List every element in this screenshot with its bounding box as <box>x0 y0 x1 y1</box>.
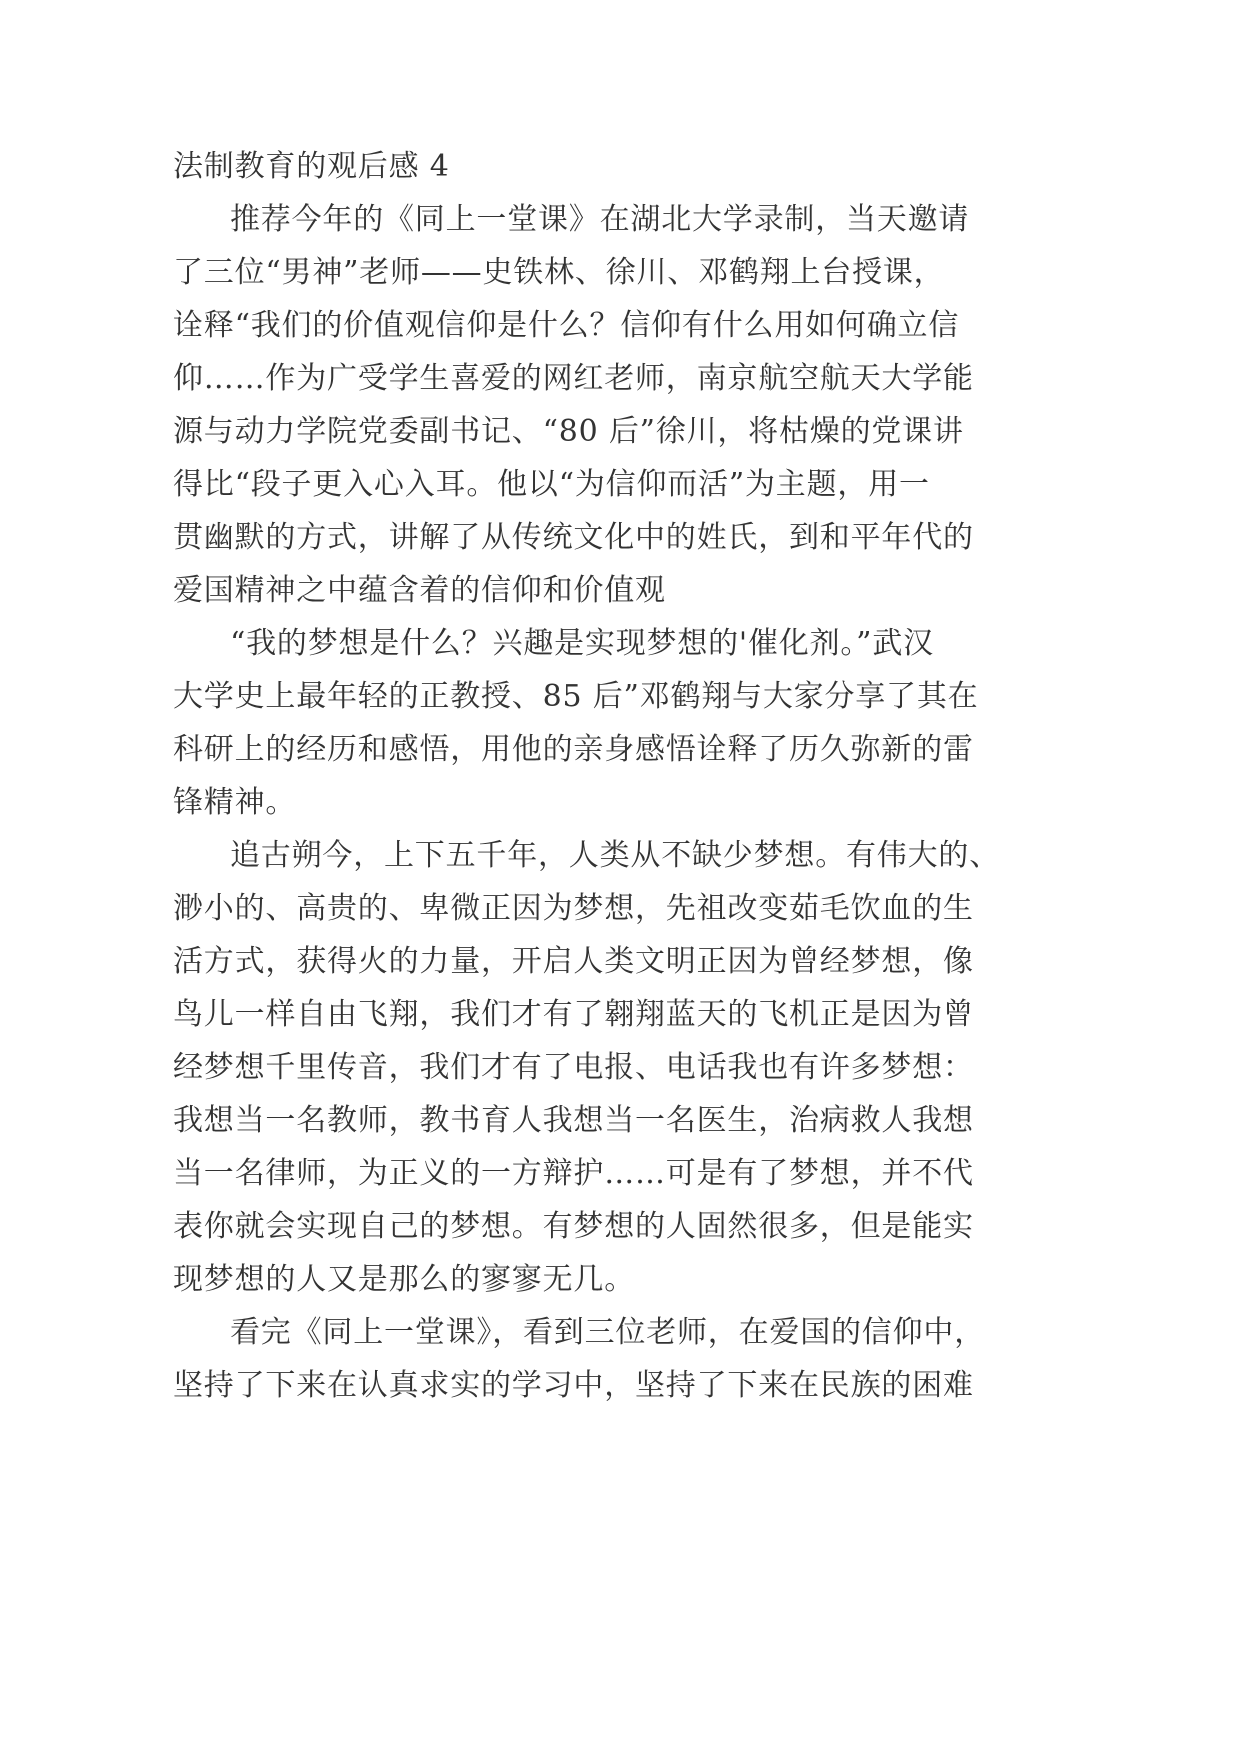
paragraph-line: 追古朔今，上下五千年，人类从不缺少梦想。有伟大的、 <box>230 838 1000 873</box>
paragraph-line: 现梦想的人又是那么的寥寥无几。 <box>173 1262 635 1297</box>
paragraph-line: “我的梦想是什么？兴趣是实现梦想的'催化剂。”武汉 <box>230 626 934 661</box>
paragraph-line: 我想当一名教师，教书育人我想当一名医生，治病救人我想 <box>173 1103 974 1138</box>
paragraph-line: 仰……作为广受学生喜爱的网红老师，南京航空航天大学能 <box>173 361 974 396</box>
paragraph-line: 锋精神。 <box>173 785 297 820</box>
paragraph-line: 当一名律师，为正义的一方辩护……可是有了梦想，并不代 <box>173 1156 974 1191</box>
document-title: 法制教育的观后感 4 <box>173 149 450 184</box>
paragraph-line: 贯幽默的方式，讲解了从传统文化中的姓氏，到和平年代的 <box>173 520 974 555</box>
paragraph-line: 爱国精神之中蕴含着的信仰和价值观 <box>173 573 666 608</box>
paragraph-line: 科研上的经历和感悟，用他的亲身感悟诠释了历久弥新的雷 <box>173 732 974 767</box>
paragraph-line: 活方式，获得火的力量，开启人类文明正因为曾经梦想，像 <box>173 944 974 979</box>
paragraph-line: 了三位“男神”老师——史铁林、徐川、邓鹤翔上台授课， <box>173 255 945 290</box>
paragraph-line: 表你就会实现自己的梦想。有梦想的人固然很多，但是能实 <box>173 1209 974 1244</box>
paragraph-line: 经梦想千里传音，我们才有了电报、电话我也有许多梦想： <box>173 1050 974 1085</box>
paragraph-line: 诠释“我们的价值观信仰是什么？信仰有什么用如何确立信 <box>173 308 960 343</box>
paragraph-line: 鸟儿一样自由飞翔，我们才有了翱翔蓝天的飞机正是因为曾 <box>173 997 974 1032</box>
paragraph-line: 坚持了下来在认真求实的学习中，坚持了下来在民族的困难 <box>173 1368 974 1403</box>
paragraph-line: 得比“段子更入心入耳。他以“为信仰而活”为主题，用一 <box>173 467 930 502</box>
paragraph-line: 大学史上最年轻的正教授、85 后”邓鹤翔与大家分享了其在 <box>173 679 979 714</box>
paragraph-line: 源与动力学院党委副书记、“80 后”徐川，将枯燥的党课讲 <box>173 414 964 449</box>
paragraph-line: 看完《同上一堂课》，看到三位老师，在爱国的信仰中， <box>230 1315 985 1350</box>
paragraph-line: 推荐今年的《同上一堂课》在湖北大学录制，当天邀请 <box>230 202 970 237</box>
paragraph-line: 渺小的、高贵的、卑微正因为梦想，先祖改变茹毛饮血的生 <box>173 891 974 926</box>
